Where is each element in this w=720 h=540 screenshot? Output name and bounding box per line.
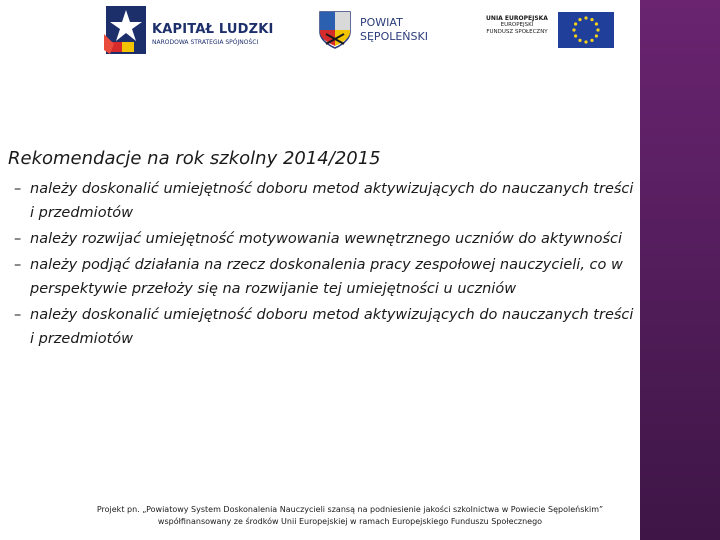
- powiat-line-1: POWIAT: [360, 16, 403, 29]
- ue-line-3: FUNDUSZ SPOŁECZNY: [486, 29, 548, 35]
- dash-bullet: –: [14, 231, 22, 247]
- unia-europejska-logo: [478, 12, 618, 52]
- eu-flag-icon: [558, 12, 614, 48]
- footer-line-1: Projekt pn. „Powiatowy System Doskonalenia Nauczycieli szansą na podniesienie jakości szkolnictwa w Powiecie Sępoleńskim”: [96, 505, 604, 514]
- recommendations-list: [8, 177, 640, 351]
- footer-line-2: współfinansowany ze środków Unii Europejskiej w ramach Europejskiego Funduszu Społecznego: [157, 517, 543, 526]
- kapital-ludzki-subtitle: NARODOWA STRATEGIA SPÓJNOŚCI: [152, 39, 259, 46]
- dash-bullet: –: [14, 257, 22, 273]
- project-footer: [50, 504, 650, 528]
- list-item: [8, 253, 640, 301]
- list-item: [8, 227, 640, 251]
- dash-bullet: –: [14, 307, 22, 323]
- dash-bullet: –: [14, 181, 22, 197]
- powiat-line-2: SĘPOLEŃSKI: [360, 30, 428, 43]
- kapital-ludzki-title: KAPITAŁ LUDZKI: [152, 22, 274, 37]
- ue-line-2: EUROPEJSKI: [500, 22, 534, 28]
- decorative-side-band: [640, 0, 720, 540]
- recommendation-text: należy rozwijać umiejętność motywowania wewnętrznego uczniów do aktywności: [30, 231, 623, 247]
- recommendations-section: [8, 148, 640, 353]
- kapital-ludzki-logo: [104, 4, 284, 60]
- list-item: [8, 303, 640, 351]
- powiat-sepolenski-logo: [318, 10, 428, 52]
- ue-title: UNIA EUROPEJSKA: [486, 15, 548, 22]
- recommendation-text: należy doskonalić umiejętność doboru metod aktywizujących do nauczanych treści i przedmiotów: [30, 307, 634, 347]
- recommendation-text: należy doskonalić umiejętność doboru metod aktywizujących do nauczanych treści i przedmiotów: [30, 181, 634, 221]
- list-item: [8, 177, 640, 225]
- recommendation-text: należy podjąć działania na rzecz doskonalenia pracy zespołowej nauczycieli, co w perspektywie przełoży się na rozwijanie tej umiejętności u uczniów: [30, 257, 623, 297]
- powiat-coat-of-arms-icon: [318, 10, 352, 50]
- logo-bar: [0, 0, 640, 70]
- page-title: Rekomendacje na rok szkolny 2014/2015: [8, 148, 381, 169]
- kapital-ludzki-emblem-icon: [104, 4, 150, 60]
